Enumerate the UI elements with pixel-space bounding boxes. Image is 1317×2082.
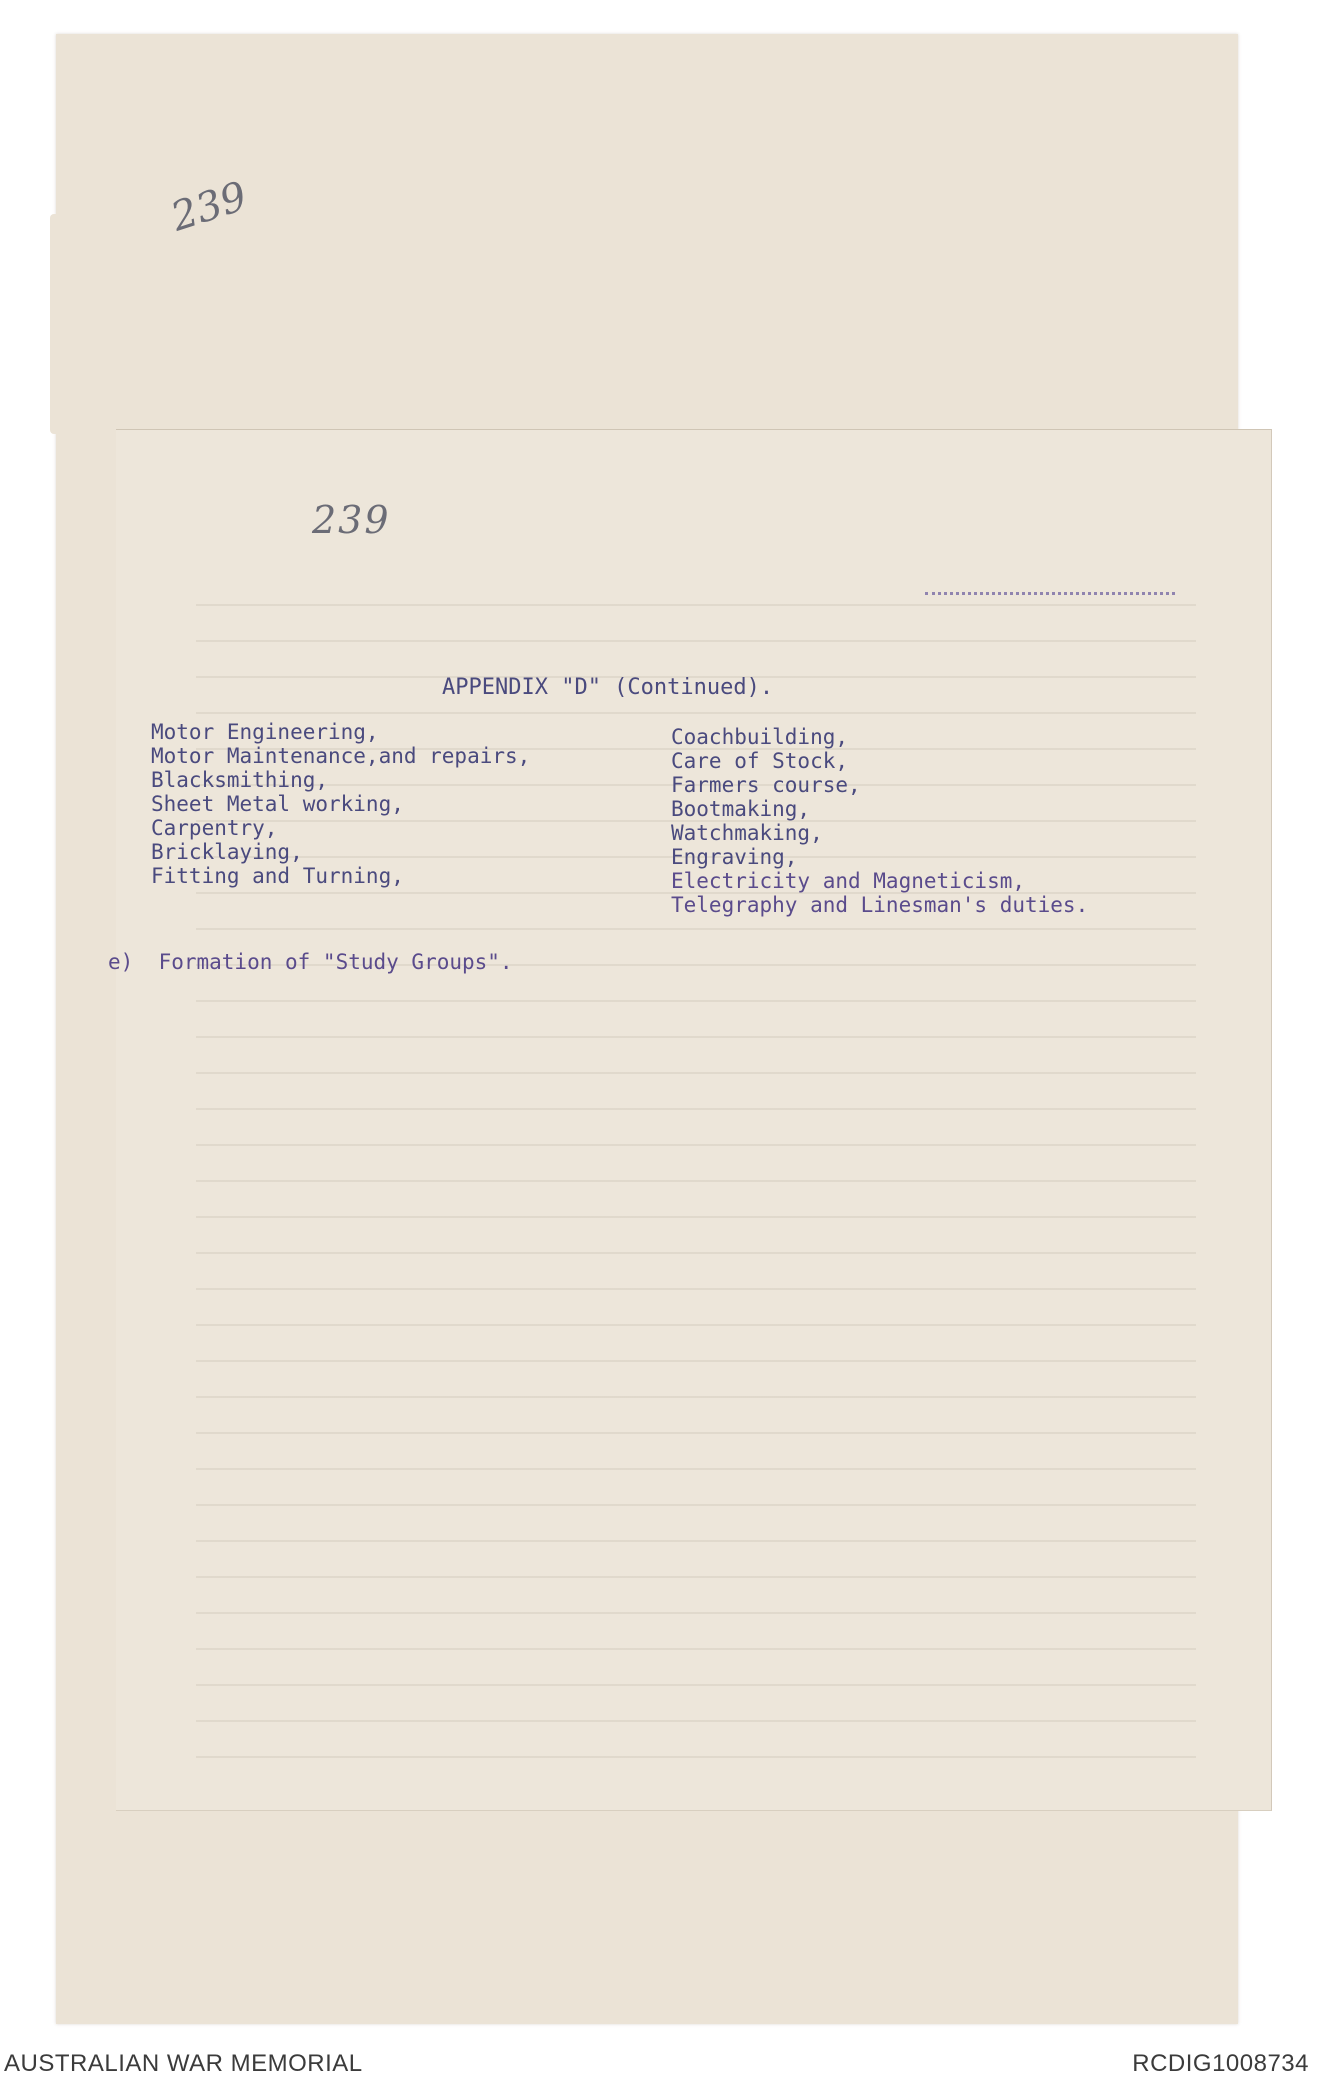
footer-archive-name: AUSTRALIAN WAR MEMORIAL <box>4 2050 363 2077</box>
outer-paper-sheet <box>56 34 1238 2024</box>
typed-dash-marks <box>925 592 1175 609</box>
right-item: Bootmaking, <box>671 797 811 821</box>
right-item: Electricity and Magneticism, <box>671 869 1026 893</box>
left-item: Carpentry, <box>151 816 278 840</box>
left-item: Fitting and Turning, <box>151 864 404 888</box>
right-item: Engraving, <box>671 845 798 869</box>
left-item: Blacksmithing, <box>151 768 329 792</box>
inner-paper-sheet <box>108 429 1272 1811</box>
left-item: Motor Maintenance,and repairs, <box>151 744 531 768</box>
outer-page-number: 239 <box>165 173 253 241</box>
section-study-groups: e) Formation of "Study Groups". <box>108 950 513 974</box>
appendix-heading: APPENDIX "D" (Continued). <box>442 675 774 700</box>
left-item: Bricklaying, <box>151 840 303 864</box>
right-item: Care of Stock, <box>671 749 849 773</box>
left-item: Sheet Metal working, <box>151 792 404 816</box>
right-item: Telegraphy and Linesman's duties. <box>671 893 1089 917</box>
left-item: Motor Engineering, <box>151 720 379 744</box>
right-item: Farmers course, <box>671 773 861 797</box>
footer-reference-id: RCDIG1008734 <box>1132 2050 1309 2077</box>
right-item: Watchmaking, <box>671 821 823 845</box>
right-item: Coachbuilding, <box>671 725 849 749</box>
inner-page-number: 239 <box>312 498 391 542</box>
